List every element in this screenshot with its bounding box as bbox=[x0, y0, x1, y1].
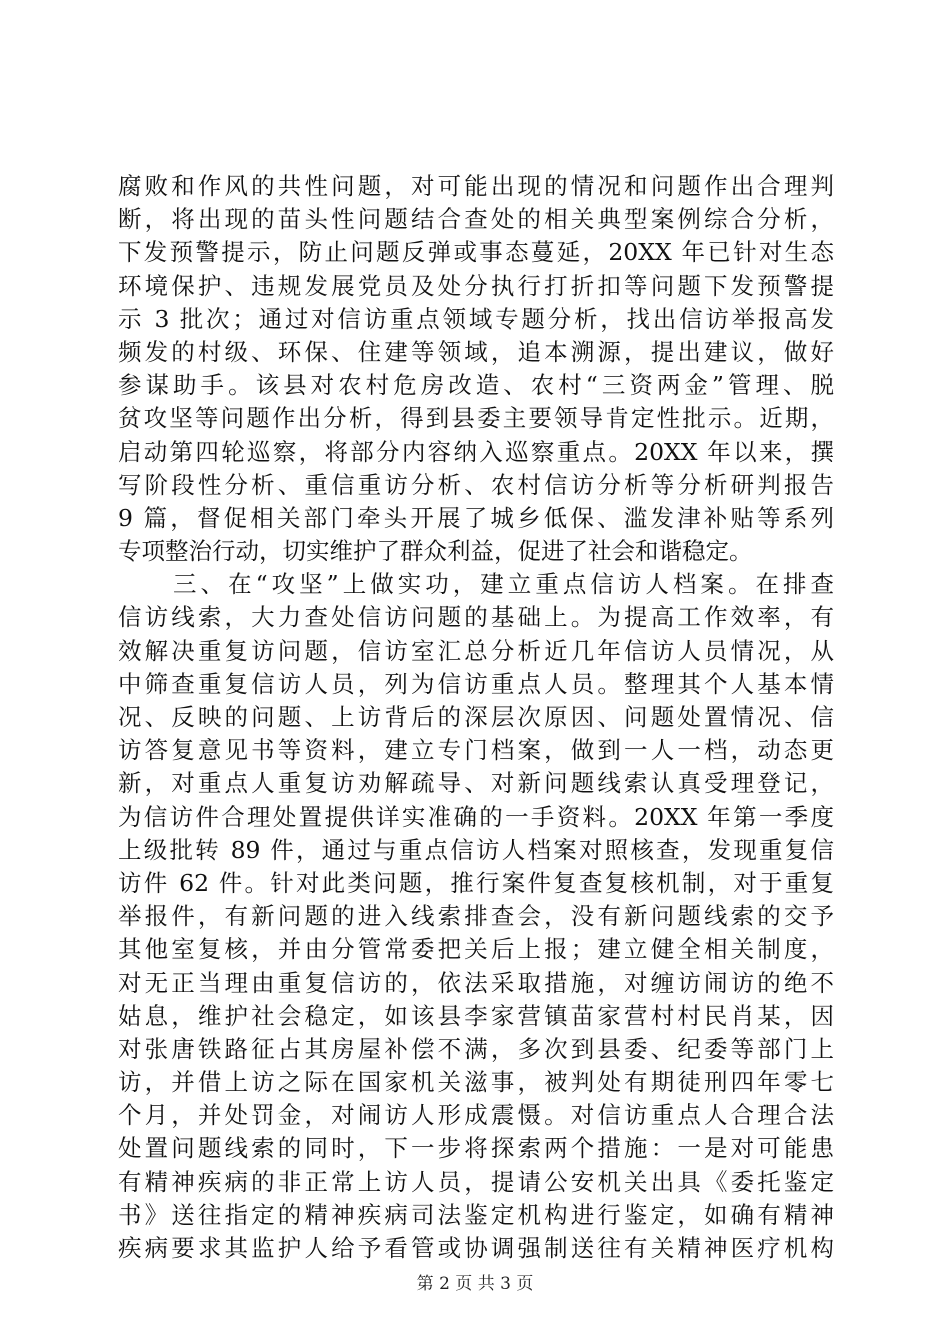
text-line: 三、在“攻坚”上做实功，建立重点信访人档案。在排查 bbox=[118, 570, 834, 599]
text-line: 环境保护、违规发展党员及处分执行打折扣等问题下发预警提 bbox=[118, 271, 834, 300]
text-line: 信访线索，大力查处信访问题的基础上。为提高工作效率，有 bbox=[118, 603, 834, 632]
text-line: 中筛查重复信访人员，列为信访重点人员。整理其个人基本情 bbox=[118, 669, 834, 698]
text-line: 疾病要求其监护人给予看管或协调强制送往有关精神医疗机构 bbox=[118, 1234, 834, 1262]
text-line: 对张唐铁路征占其房屋补偿不满，多次到县委、纪委等部门上 bbox=[118, 1034, 834, 1063]
text-line: 新，对重点人重复访劝解疏导、对新问题线索认真受理登记， bbox=[118, 769, 834, 798]
text-line: 专项整治行动，切实维护了群众利益，促进了社会和谐稳定。 bbox=[118, 537, 753, 566]
text-line: 下发预警提示，防止问题反弹或事态蔓延，20XX 年已针对生态 bbox=[118, 238, 834, 267]
text-line: 有精神疾病的非正常上访人员，提请公安机关出具《委托鉴定 bbox=[118, 1167, 834, 1196]
text-line: 贫攻坚等问题作出分析，得到县委主要领导肯定性批示。近期， bbox=[118, 404, 834, 433]
text-line: 启动第四轮巡察，将部分内容纳入巡察重点。20XX 年以来，撰 bbox=[118, 437, 834, 466]
text-line: 腐败和作风的共性问题，对可能出现的情况和问题作出合理判 bbox=[118, 172, 834, 200]
text-line: 频发的村级、环保、住建等领域，追本溯源，提出建议，做好 bbox=[118, 337, 834, 366]
text-line: 个月，并处罚金，对闹访人形成震慑。对信访重点人合理合法 bbox=[118, 1101, 834, 1130]
text-line: 姑息，维护社会稳定，如该县李家营镇苗家营村村民肖某，因 bbox=[118, 1001, 834, 1030]
text-line: 断，将出现的苗头性问题结合查处的相关典型案例综合分析， bbox=[118, 205, 834, 234]
text-line: 访件 62 件。针对此类问题，推行案件复查复核机制，对于重复 bbox=[118, 868, 834, 897]
text-line: 上级批转 89 件，通过与重点信访人档案对照核查，发现重复信 bbox=[118, 835, 834, 864]
text-line: 其他室复核，并由分管常委把关后上报；建立健全相关制度， bbox=[118, 935, 834, 964]
page-number-footer: 第 2 页 共 3 页 bbox=[416, 1274, 534, 1294]
text-line: 示 3 批次；通过对信访重点领域专题分析，找出信访举报高发 bbox=[118, 304, 834, 333]
text-line: 对无正当理由重复信访的，依法采取措施，对缠访闹访的绝不 bbox=[118, 968, 834, 997]
text-line: 访，并借上访之际在国家机关滋事，被判处有期徒刑四年零七 bbox=[118, 1068, 834, 1097]
text-line: 为信访件合理处置提供详实准确的一手资料。20XX 年第一季度 bbox=[118, 802, 834, 831]
text-line: 处置问题线索的同时，下一步将探索两个措施：一是对可能患 bbox=[118, 1134, 834, 1163]
text-line: 参谋助手。该县对农村危房改造、农村“三资两金”管理、脱 bbox=[118, 371, 834, 400]
text-line: 9 篇，督促相关部门牵头开展了城乡低保、滥发津补贴等系列 bbox=[118, 503, 834, 532]
text-line: 效解决重复访问题，信访室汇总分析近几年信访人员情况，从 bbox=[118, 636, 834, 665]
text-line: 况、反映的问题、上访背后的深层次原因、问题处置情况、信 bbox=[118, 703, 834, 731]
body-text bbox=[118, 170, 834, 1265]
text-line: 写阶段性分析、重信重访分析、农村信访分析等分析研判报告 bbox=[118, 470, 834, 499]
text-line: 访答复意见书等资料，建立专门档案，做到一人一档，动态更 bbox=[118, 736, 834, 765]
text-line: 举报件，有新问题的进入线索排查会，没有新问题线索的交予 bbox=[118, 902, 834, 931]
text-line: 书》送往指定的精神疾病司法鉴定机构进行鉴定，如确有精神 bbox=[118, 1200, 834, 1229]
